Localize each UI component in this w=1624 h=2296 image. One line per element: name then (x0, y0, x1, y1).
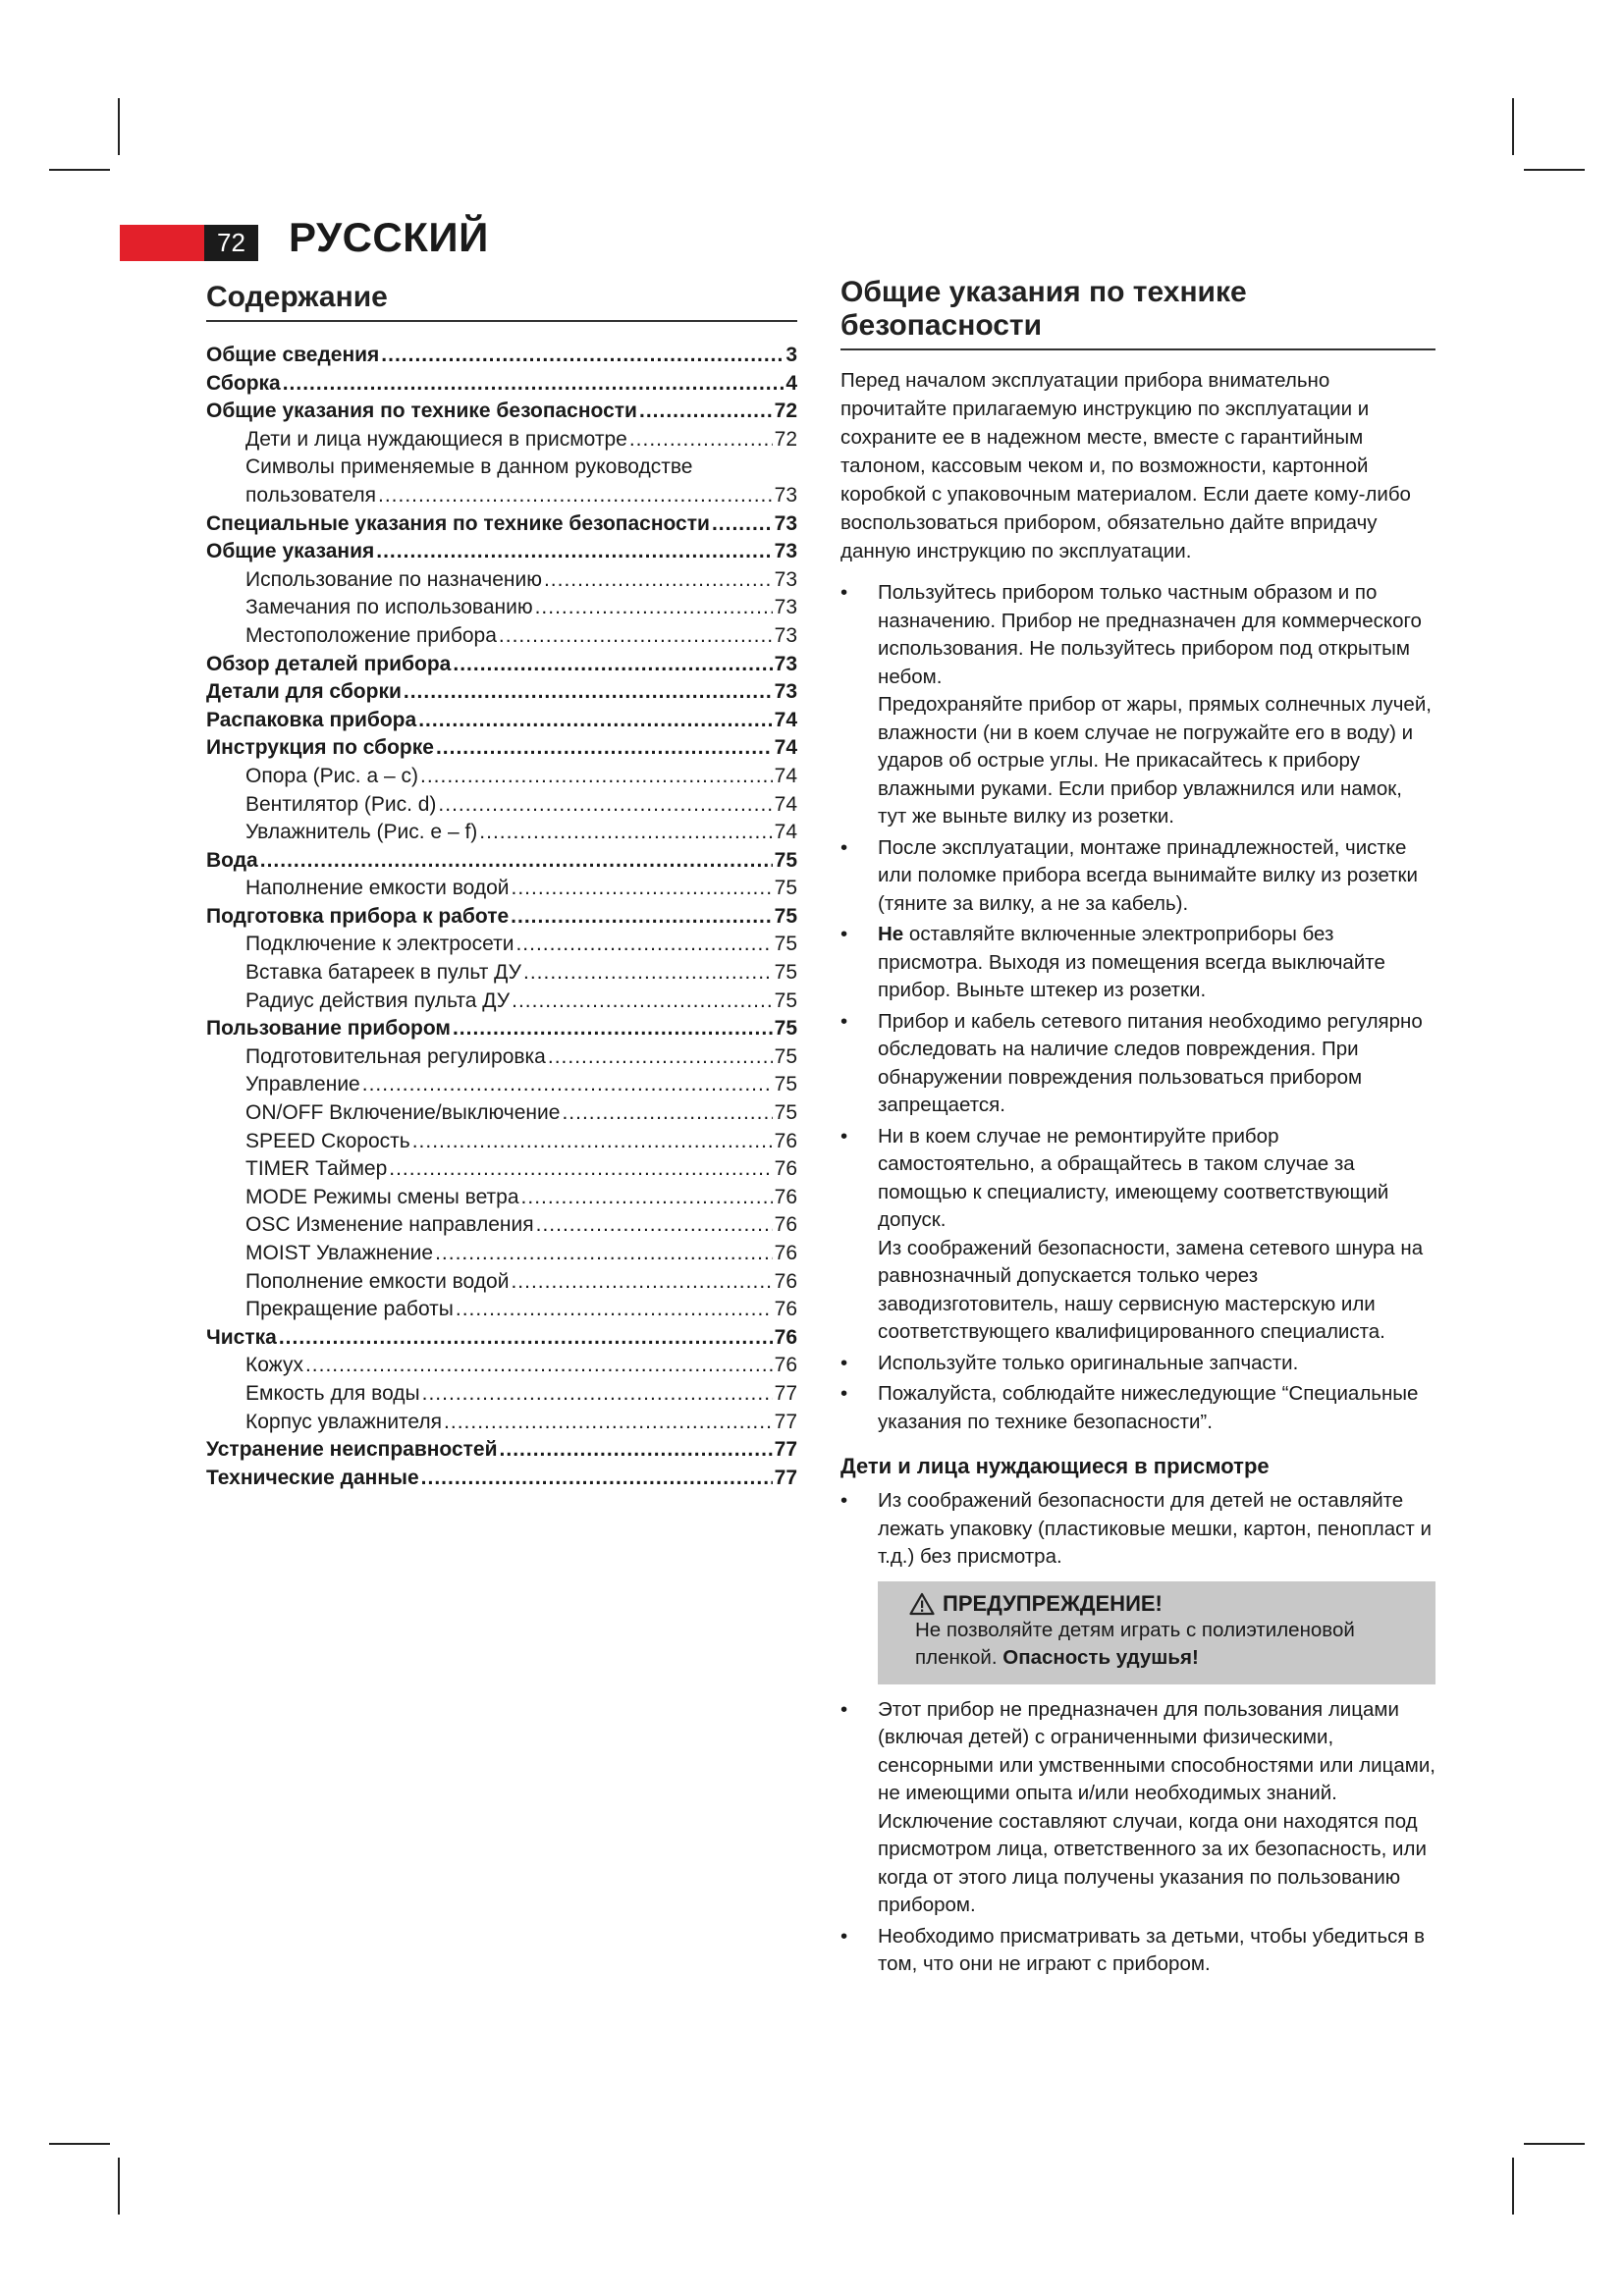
safety-bullet-body: Прибор и кабель сетевого питания необходимо регулярно обследовать на наличие следов повреждения. При обнаружении повреждения пользоваться прибором запрещается. (878, 1009, 1423, 1116)
toc-row-page: 74 (774, 708, 797, 731)
toc-row (206, 342, 797, 370)
safety-bullet-text (878, 1380, 1435, 1436)
toc-row-label: Местоположение прибора (245, 623, 497, 647)
toc-row (206, 931, 797, 959)
toc-row (206, 1352, 797, 1380)
toc-row-label: Технические данные (206, 1466, 419, 1489)
toc-row-leader (435, 1240, 773, 1268)
toc-row (206, 734, 797, 763)
toc-row-label: Общие указания (206, 540, 375, 563)
safety-bullet-body: Ни в коем случае не ремонтируйте прибор самостоятельно, а обращайтесь в таком случае за помощью к специалисту, имеющему соответствующий допуск. (878, 1124, 1389, 1231)
safety-bullet-lead: Не (878, 923, 904, 945)
toc-row-leader (305, 1352, 773, 1380)
toc-row-leader (548, 1043, 773, 1072)
toc-row-page: 73 (774, 511, 797, 535)
toc-row-page: 76 (774, 1129, 797, 1152)
toc-row (206, 959, 797, 988)
safety-bullet (840, 1123, 1435, 1347)
toc-column (206, 275, 797, 1492)
warning-text: Не позволяйте детям играть с полиэтиленовой пленкой. (915, 1618, 1355, 1669)
toc-row-label: Использование по назначению (245, 567, 542, 591)
toc-row (206, 847, 797, 876)
toc-row-label: Замечания по использованию (245, 596, 533, 619)
toc-row-label: Корпус увлажнителя (245, 1410, 443, 1433)
language-title: РУССКИЙ (289, 214, 489, 260)
toc-row-page: 76 (774, 1298, 797, 1321)
list-item (840, 1923, 1435, 1979)
toc-row-page: 77 (774, 1438, 797, 1462)
toc-row-page: 73 (774, 680, 797, 704)
safety-bullet-text (878, 921, 1435, 1005)
toc-row (206, 819, 797, 847)
toc-row (206, 1128, 797, 1156)
toc-row-leader (421, 1465, 773, 1493)
toc-row-label: Управление (245, 1073, 360, 1096)
toc-row (206, 538, 797, 566)
toc-row (206, 594, 797, 622)
toc-row (206, 1071, 797, 1099)
toc-row-label: Вставка батареек в пульт ДУ (245, 961, 521, 985)
safety-bullet-body: После эксплуатации, монтаже принадлежностей, чистке или поломке прибора всегда вынимайте вилку из розетки (тяните за вилку, а не за кабель). (878, 835, 1418, 915)
toc-row-leader (279, 1324, 773, 1353)
toc-row-label: Сборка (206, 371, 281, 395)
toc-row-label: Дети и лица нуждающиеся в присмотре (245, 427, 627, 451)
toc-row (206, 651, 797, 679)
toc-row-page: 76 (774, 1157, 797, 1181)
children-bullet-1: • Из соображений безопасности для детей не оставляйте лежать упаковку (пластиковые мешки, картон, пенопласт и т.д.) без присмотра. (878, 1489, 1432, 1568)
toc-row-label: Устранение неисправностей (206, 1438, 498, 1462)
warning-box (878, 1581, 1435, 1684)
toc-row-page: 74 (774, 736, 797, 760)
toc-row-page: 73 (774, 540, 797, 563)
toc-row-leader (521, 1184, 773, 1212)
toc-row-leader (453, 1015, 773, 1043)
toc-row-leader (438, 791, 772, 820)
warning-body (915, 1617, 1424, 1673)
toc-row-page: 75 (774, 961, 797, 985)
toc-row-page: 76 (774, 1242, 797, 1264)
toc-row-label: Подготовительная регулировка (245, 1044, 546, 1068)
safety-bullet (840, 1380, 1435, 1436)
toc-row (206, 875, 797, 903)
toc-row-label: Опора (Рис. a – c) (245, 764, 418, 787)
toc-row-page: 75 (774, 988, 797, 1012)
list-item (840, 1696, 1435, 1920)
toc-row (206, 1380, 797, 1409)
toc-row-page: 76 (774, 1213, 797, 1237)
safety-title: Общие указания по технике безопасности (840, 270, 1435, 350)
toc-row-label: Детали для сборки (206, 680, 402, 704)
toc-row (206, 1211, 797, 1240)
toc-row-page: 73 (774, 596, 797, 619)
toc-row-page: 76 (774, 1269, 797, 1293)
toc-row-leader (499, 622, 773, 651)
safety-bullet (840, 579, 1435, 831)
safety-intro: Перед началом эксплуатации прибора внимательно прочитайте прилагаемую инструкцию по эксплуатации и сохраните ее в надежном месте, вместе с гарантийным талоном, кассовым чеком и, по возможности, картонной коробкой с упаковочным материалом. Если даете кому-либо воспользоваться прибором, обязательно дайте впридачу данную инструкцию по эксплуатации. (840, 369, 1411, 562)
toc-row (206, 1155, 797, 1184)
toc-row-leader (544, 566, 773, 595)
toc-row-label: Инструкция по сборке (206, 736, 434, 760)
toc-row-label: пользователя (245, 483, 376, 507)
toc-row-page: 3 (785, 344, 797, 366)
toc-row-page: 73 (774, 623, 797, 647)
toc-row-page: 72 (774, 427, 797, 451)
toc-row-page: 75 (774, 1044, 797, 1068)
toc-row (206, 1240, 797, 1268)
toc-row-leader (422, 1380, 773, 1409)
toc-row (206, 1296, 797, 1324)
children-title: Дети и лица нуждающиеся в присмотре (840, 1454, 1270, 1478)
toc-row-leader (420, 763, 773, 791)
toc-row-page: 76 (774, 1354, 797, 1377)
toc-row-page: 74 (774, 792, 797, 816)
crop-mark (118, 98, 120, 155)
crop-mark (1524, 2143, 1585, 2145)
toc-row-label: Емкость для воды (245, 1381, 420, 1405)
toc-row (206, 1043, 797, 1072)
safety-bullet-list (840, 579, 1435, 1436)
toc-row-leader (629, 426, 773, 454)
toc-row-label: Увлажнитель (Рис. e – f) (245, 821, 478, 844)
toc-row-label: Специальные указания по технике безопасности (206, 511, 710, 535)
toc-row-leader (639, 398, 773, 426)
toc-row-leader (381, 342, 784, 370)
crop-mark (1512, 98, 1514, 155)
safety-bullet-text (878, 1008, 1435, 1120)
list-item (840, 1487, 1435, 1572)
safety-bullet-body: оставляйте включенные электроприборы без присмотра. Выходя из помещения всегда выключайте прибор. Выньте штекер из розетки. (878, 923, 1385, 1001)
toc-row-leader (444, 1409, 773, 1437)
toc-row-label: Подключение к электросети (245, 933, 514, 956)
children-bullet-list-2 (840, 1696, 1435, 1979)
toc-row-page: 75 (774, 1101, 797, 1125)
toc-row-page: 77 (774, 1410, 797, 1433)
toc-row-label: Подготовка прибора к работе (206, 904, 510, 928)
toc-row-leader (456, 1296, 773, 1324)
warning-title: ПРЕДУПРЕЖДЕНИЕ! (943, 1590, 1163, 1616)
toc-row (206, 1465, 797, 1493)
children-bullet-list (840, 1487, 1435, 1572)
crop-mark (49, 2143, 110, 2145)
safety-bullet-text (878, 834, 1435, 919)
crop-mark (1512, 2158, 1514, 2215)
toc-row-label: Общие сведения (206, 344, 380, 366)
safety-bullet (840, 1008, 1435, 1120)
toc-row-page: 74 (774, 821, 797, 844)
safety-bullet-body: Используйте только оригинальные запчасти. (878, 1351, 1299, 1374)
safety-bullet-extra: Из соображений безопасности, замена сетевого шнура на равнозначный допускается только через заводизготовитель, нашу сервисную мастерскую или соответствующего квалифицированного специалиста. (878, 1236, 1424, 1343)
warning-triangle-icon (909, 1592, 935, 1616)
toc-row-leader (378, 482, 773, 510)
toc-row-page: 73 (774, 652, 797, 675)
toc-row (206, 678, 797, 707)
warning-emphasis: Опасность удушья! (1002, 1646, 1199, 1669)
toc-row-leader (511, 903, 772, 932)
toc-row-leader (515, 931, 772, 959)
crop-mark (49, 169, 110, 171)
children-bullet-2: • Этот прибор не предназначен для пользования лицами (включая детей) с ограниченными физическими, сенсорными или умственными способностями или лицами, не имеющими опыта и/или необходимых знаний. Исключение составляют случаи, когда они находятся под присмотром лица, ответственного за их безопасность, или когда от этого лица получены указания по пользованию прибором. (878, 1697, 1435, 1916)
toc-row-leader (453, 651, 772, 679)
toc-row (206, 791, 797, 820)
toc-row-leader (500, 1436, 773, 1465)
toc-row-label: OSC Изменение направления (245, 1213, 534, 1237)
toc-row-label: Радиус действия пульта ДУ (245, 988, 511, 1012)
toc-row (206, 988, 797, 1016)
toc-row (206, 622, 797, 651)
toc-row-page: 77 (774, 1381, 797, 1405)
toc-row (206, 1409, 797, 1437)
toc-row-label: Прекращение работы (245, 1298, 454, 1321)
toc-row-page: 74 (774, 764, 797, 787)
toc-row-leader (418, 707, 772, 735)
safety-bullet (840, 921, 1435, 1005)
toc-row-label: Символы применяемые в данном руководстве (245, 455, 693, 479)
toc-row (206, 1015, 797, 1043)
toc-row-page: 75 (774, 848, 797, 872)
toc-row-label: Обзор деталей прибора (206, 652, 452, 675)
toc-row-leader (283, 370, 785, 399)
toc-row-page: 75 (774, 1017, 797, 1041)
toc-row-leader (412, 1128, 773, 1156)
toc-row-leader (535, 594, 773, 622)
warning-heading (909, 1591, 1424, 1617)
toc-row-page: 75 (774, 1073, 797, 1096)
toc-row-leader (436, 734, 773, 763)
safety-bullet (840, 1350, 1435, 1378)
toc-row-label: MODE Режимы смены ветра (245, 1185, 519, 1208)
toc-row-page: 77 (774, 1466, 797, 1489)
toc-row-label: Наполнение емкости водой (245, 877, 510, 900)
toc-row-leader (376, 538, 772, 566)
safety-column (840, 270, 1435, 1982)
toc-row (206, 763, 797, 791)
toc-row-label: MOIST Увлажнение (245, 1242, 434, 1264)
toc-row-leader (260, 847, 773, 876)
toc-row-label: TIMER Таймер (245, 1157, 388, 1181)
toc-title: Содержание (206, 275, 797, 322)
toc-row-label: ON/OFF Включение/выключение (245, 1101, 561, 1125)
toc-row-leader (362, 1071, 773, 1099)
safety-bullet-body: Пользуйтесь прибором только частным образом и по назначению. Прибор не предназначен для коммерческого использования. Не пользуйтесь прибором под открытым небом. (878, 581, 1422, 688)
toc-row-page: 75 (774, 933, 797, 956)
children-bullet-3: • Необходимо присматривать за детьми, чтобы убедиться в том, что они не играют с прибором. (878, 1924, 1426, 1975)
toc-row-page: 73 (774, 567, 797, 591)
toc-row-label: Вода (206, 848, 258, 872)
toc-row-page: 4 (785, 371, 797, 395)
toc-row-label: Общие указания по технике безопасности (206, 400, 637, 423)
crop-mark (1524, 169, 1585, 171)
toc-row-page: 73 (774, 483, 797, 507)
toc-row (206, 1099, 797, 1128)
toc-row-leader (523, 959, 773, 988)
toc-row-label: Пользование прибором (206, 1017, 451, 1041)
toc-row-leader (389, 1155, 772, 1184)
toc-row-leader (479, 819, 772, 847)
toc-row-page: 76 (774, 1185, 797, 1208)
toc-row (206, 482, 797, 510)
safety-bullet-text (878, 579, 1435, 691)
toc-row-label: Чистка (206, 1325, 277, 1349)
toc-row-label: Кожух (245, 1354, 303, 1377)
safety-bullet-text (878, 1123, 1435, 1235)
toc-row (206, 1324, 797, 1353)
toc-row (206, 510, 797, 539)
toc-row (206, 903, 797, 932)
toc-row-leader (536, 1211, 773, 1240)
toc-row-label: Пополнение емкости водой (245, 1269, 510, 1293)
page-number: 72 (204, 225, 258, 261)
toc-row-page: 72 (774, 400, 797, 423)
toc-row (206, 1268, 797, 1297)
safety-bullet-body: Пожалуйста, соблюдайте нижеследующие “Специальные указания по технике безопасности”. (878, 1382, 1419, 1433)
safety-bullet-text (878, 1350, 1435, 1378)
safety-bullet (840, 834, 1435, 919)
toc-row-leader (562, 1099, 772, 1128)
toc-row (206, 426, 797, 454)
toc-row (206, 454, 797, 482)
toc-row-leader (712, 510, 773, 539)
toc-row-page: 75 (774, 904, 797, 928)
toc-row-label: SPEED Скорость (245, 1129, 410, 1152)
toc-row-page: 75 (774, 877, 797, 900)
crop-mark (118, 2158, 120, 2215)
toc-row (206, 370, 797, 399)
toc-row-label: Распаковка прибора (206, 708, 417, 731)
toc-row (206, 398, 797, 426)
toc-row (206, 1184, 797, 1212)
toc-row-page: 76 (774, 1325, 797, 1349)
safety-bullet-extra: Предохраняйте прибор от жары, прямых солнечных лучей, влажности (ни в коем случае не погружайте его в воду) и ударов об острые углы. Не прикасайтесь к прибору влажными руками. Если прибор увлажнился или намок, тут же выньте вилку из розетки. (878, 693, 1432, 828)
toc-row-leader (511, 1268, 772, 1297)
toc-row (206, 566, 797, 595)
toc-row-leader (404, 678, 773, 707)
toc-row-leader (512, 875, 773, 903)
toc-row-leader (512, 988, 773, 1016)
toc-list (206, 342, 797, 1492)
toc-row (206, 707, 797, 735)
toc-row-label: Вентилятор (Рис. d) (245, 792, 437, 816)
toc-row (206, 1436, 797, 1465)
